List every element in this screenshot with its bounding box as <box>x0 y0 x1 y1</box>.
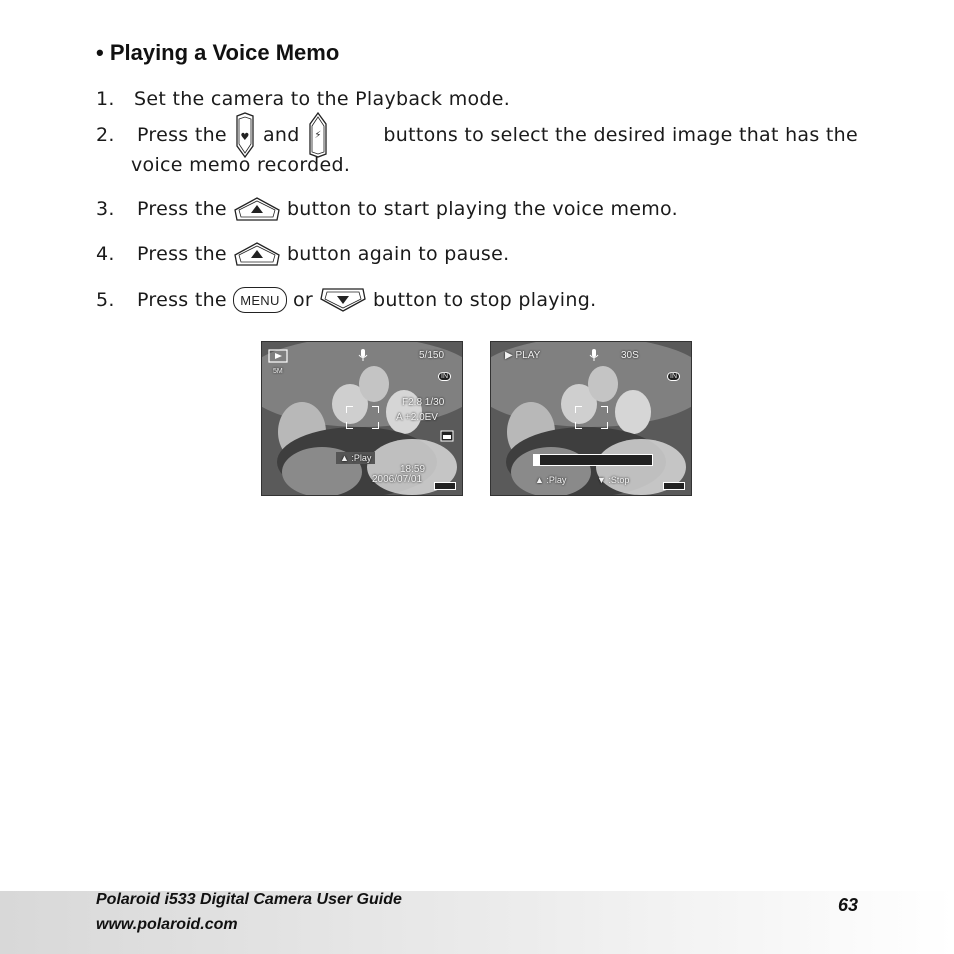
step-text-post: button again to pause. <box>286 243 510 265</box>
playback-mode-icon <box>268 349 288 363</box>
guide-title: Polaroid i533 Digital Camera User Guide <box>96 891 402 908</box>
exposure-readout: F2.8 1/30 <box>402 397 445 408</box>
menu-button-label: MENU <box>240 292 280 308</box>
focus-frame-corner <box>346 406 353 413</box>
battery-icon <box>434 482 456 490</box>
step-text-mid: or <box>292 289 313 311</box>
capture-date: 2006/07/01 <box>372 474 423 485</box>
down-button-icon <box>319 287 367 313</box>
focus-frame-corner <box>601 406 608 413</box>
battery-icon <box>663 482 685 490</box>
focus-frame-corner <box>601 422 608 429</box>
step-text-post: buttons to select the desired image that has the <box>383 124 858 146</box>
internal-memory-badge: IN <box>438 372 451 381</box>
step-number: 1. <box>96 88 115 110</box>
menu-button-icon <box>233 287 287 313</box>
step-number: 4. <box>96 243 115 265</box>
capture-time: 18:59 <box>400 464 426 475</box>
left-button-icon <box>233 112 257 158</box>
step-text-post: button to stop playing. <box>372 289 597 311</box>
step-text-pre: Press the <box>137 243 227 265</box>
step-2 <box>96 112 858 176</box>
playback-progress-bar <box>533 454 653 466</box>
up-button-icon <box>233 196 281 222</box>
memo-duration: 30S <box>621 350 639 361</box>
step-4 <box>96 241 509 267</box>
image-counter: 5/150 <box>419 350 445 361</box>
play-hint: ▲ :Play <box>535 475 567 485</box>
website-url: www.polaroid.com <box>96 916 238 933</box>
flash-ev-readout: A +2.0EV <box>396 412 438 423</box>
step-1 <box>96 88 510 110</box>
focus-frame-corner <box>372 422 379 429</box>
step-text-pre: Press the <box>137 198 227 220</box>
up-button-icon <box>233 241 281 267</box>
step-number: 2. <box>96 124 115 146</box>
progress-fill <box>534 455 540 465</box>
step-text-post: button to start playing the voice memo. <box>286 198 678 220</box>
focus-frame-corner <box>372 406 379 413</box>
svg-text:♥: ♥ <box>240 132 250 143</box>
microphone-icon <box>358 348 368 362</box>
step-text-mid: and <box>262 124 300 146</box>
section-heading: • Playing a Voice Memo <box>96 40 340 65</box>
page-number: 63 <box>837 895 858 915</box>
step-text-line2: voice memo recorded. <box>131 154 351 176</box>
family-photo <box>491 342 691 495</box>
page-footer <box>0 891 954 954</box>
stop-hint: ▼ :Stop <box>597 475 630 485</box>
play-hint: ▲ :Play <box>336 452 375 464</box>
step-text-pre: Press the <box>137 124 227 146</box>
right-button-icon <box>306 112 330 158</box>
microphone-icon <box>589 348 599 362</box>
internal-memory-badge: IN <box>667 372 680 381</box>
step-number: 5. <box>96 289 115 311</box>
mode-text: PLAY <box>515 350 541 361</box>
svg-text:⚡: ⚡ <box>313 130 322 141</box>
step-3 <box>96 196 678 222</box>
playback-screen-right <box>490 341 692 496</box>
focus-frame-corner <box>575 406 582 413</box>
playback-screen-left <box>261 341 463 496</box>
quality-icon <box>440 430 454 442</box>
resolution-indicator: 5M <box>273 368 283 375</box>
step-text-pre: Press the <box>137 289 227 311</box>
mode-label: ▶ PLAY <box>505 350 541 361</box>
step-5 <box>96 287 596 313</box>
focus-frame-corner <box>575 422 582 429</box>
step-number: 3. <box>96 198 115 220</box>
step-text: Set the camera to the Playback mode. <box>134 88 511 110</box>
focus-frame-corner <box>346 422 353 429</box>
